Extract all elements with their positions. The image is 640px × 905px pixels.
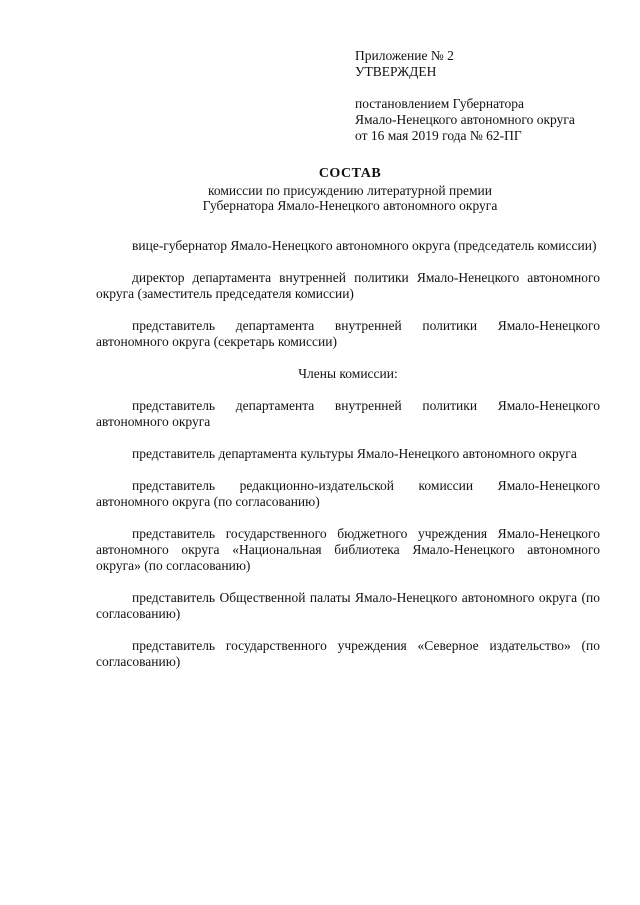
list-item-member: представитель редакционно-издательской комиссии Ямало-Ненецкого автономного округа (по согласованию) <box>96 478 600 509</box>
region-line: Ямало-Ненецкого автономного округа <box>355 112 575 127</box>
document-title: СОСТАВ <box>318 166 382 181</box>
approved-stamp-text: УТВЕРЖДЕН <box>355 64 437 79</box>
list-item-member: представитель департамента культуры Ямало-Ненецкого автономного округа <box>132 446 577 461</box>
appendix-number: Приложение № 2 <box>355 48 454 63</box>
approval-block <box>355 48 625 144</box>
list-item-deputy-chairman: директор департамента внутренней политики Ямало-Ненецкого автономного округа (заместитель председателя комиссии) <box>96 270 600 301</box>
document-subtitle-line-2: Губернатора Ямало-Ненецкого автономного округа <box>202 198 498 213</box>
list-item-chairman: вице-губернатор Ямало-Ненецкого автономного округа (председатель комиссии) <box>132 238 597 253</box>
spacer <box>355 80 625 96</box>
members-heading: Члены комиссии: <box>298 366 398 381</box>
list-item-member: представитель государственного бюджетного учреждения Ямало-Ненецкого автономного округа «Национальная библиотека Ямало-Ненецкого автономного округа» (по согласованию) <box>96 526 600 573</box>
resolution-line: постановлением Губернатора <box>355 96 524 111</box>
commission-list <box>96 238 600 686</box>
list-item-secretary: представитель департамента внутренней политики Ямало-Ненецкого автономного округа (секретарь комиссии) <box>96 318 600 349</box>
list-item-member: представитель Общественной палаты Ямало-Ненецкого автономного округа (по согласованию) <box>96 590 600 621</box>
resolution-date: от 16 мая 2019 года № 62-ПГ <box>355 128 522 143</box>
list-item-member: представитель государственного учреждения «Северное издательство» (по согласованию) <box>96 638 600 669</box>
document-subtitle-line-1: комиссии по присуждению литературной премии <box>208 183 492 198</box>
list-item-member: представитель департамента внутренней политики Ямало-Ненецкого автономного округа <box>96 398 600 429</box>
document-heading <box>60 166 640 213</box>
